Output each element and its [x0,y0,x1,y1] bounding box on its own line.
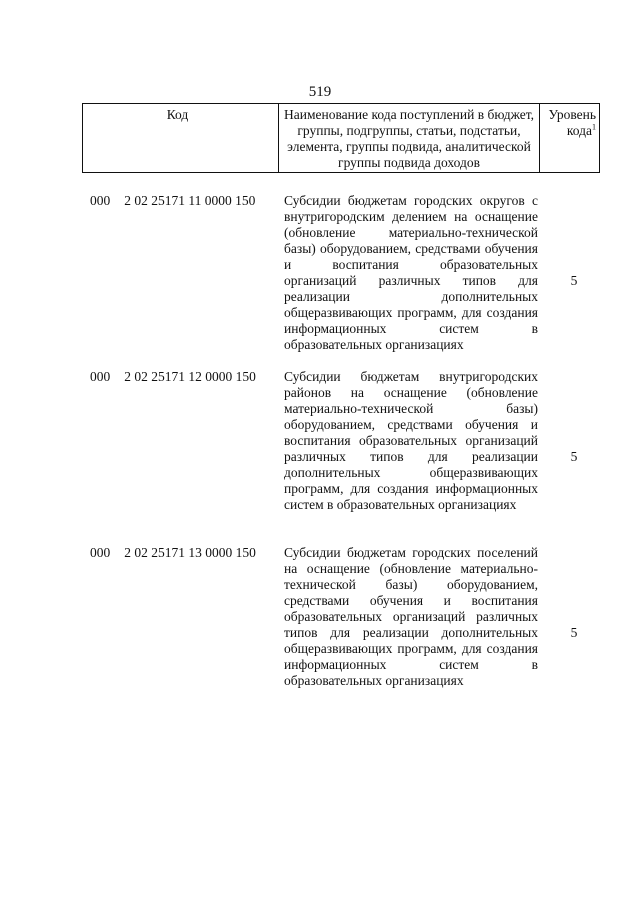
row-name: Субсидии бюджетам городских поселений на оснащение (обновление материально-технической базы) оборудованием, средствами обучения и воспитания образовательных организаций различных типов для реализации дополнительных общеразвивающих программ, для создания информационных систем в образовательных организациях [284,545,538,688]
admin-code: 000 [90,545,111,560]
header-level-footnote: 1 [592,122,596,132]
row-name: Субсидии бюджетам городских округов с внутригородским делением на оснащение (обновление материально-технической базы) оборудованием, средствами обучения и воспитания образовательных организаций различных типов для реализации дополнительных общеразвивающих программ, для создания информационных систем в образовательных организациях [284,193,538,352]
page-number: 519 [308,84,332,100]
header-code: Код [83,104,279,172]
income-code: 2 02 25171 11 0000 150 [124,193,256,208]
table-row [82,193,600,369]
table-body [82,193,600,721]
admin-code: 000 [90,193,111,208]
row-level: 5 [570,273,578,288]
row-name: Субсидии бюджетам внутригородских районов на оснащение (обновление материально-технической базы) оборудованием, средствами обучения и воспитания образовательных организаций различных типов для реализации дополнительных общеразвивающих программ, для создания информационных систем в образовательных организациях [284,369,538,512]
table-row [82,369,600,545]
row-level: 5 [570,449,578,464]
row-codes [82,193,282,369]
row-level: 5 [570,625,578,640]
table-row [82,545,600,721]
header-level-label: Уровень кода [548,107,596,138]
income-code: 2 02 25171 12 0000 150 [124,369,256,384]
header-name: Наименование кода поступлений в бюджет, группы, подгруппы, статьи, подстатьи, элемента, группы подвида, аналитической группы подвида доходов [279,104,540,172]
row-codes [82,369,282,545]
row-codes [82,545,282,721]
table-header [82,103,600,173]
admin-code: 000 [90,369,111,384]
income-code: 2 02 25171 13 0000 150 [124,545,256,560]
header-level [540,104,599,172]
